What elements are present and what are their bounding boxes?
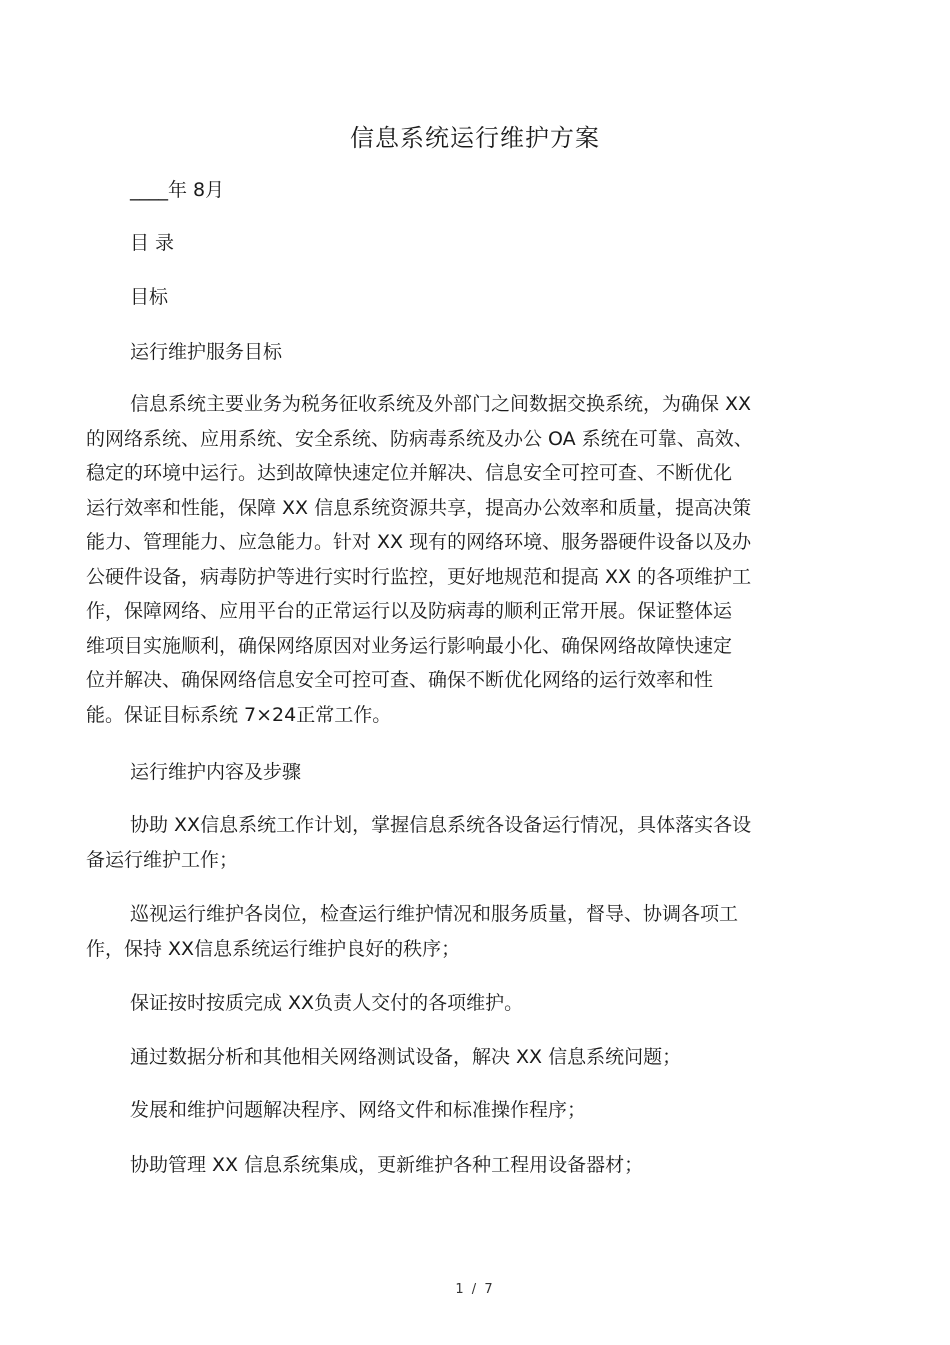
paragraph-line: 位并解决、确保网络信息安全可控可查、确保不断优化网络的运行效率和性 <box>86 669 714 691</box>
paragraph-line: 能力、管理能力、应急能力。针对 XX 现有的网络环境、服务器硬件设备以及办 <box>86 531 752 553</box>
paragraph-line: 运行效率和性能，保障 XX 信息系统资源共享，提高办公效率和质量，提高决策 <box>86 496 752 519</box>
document-title: 信息系统运行维护方案 <box>350 124 600 152</box>
step-paragraph-5: 发展和维护问题解决程序、网络文件和标准操作程序； <box>130 1099 587 1121</box>
paragraph-line: 能。保证目标系统 7×24正常工作。 <box>86 703 392 726</box>
goal-paragraph <box>86 387 866 732</box>
paragraph-line: 巡视运行维护各岗位，检查运行维护情况和服务质量，督导、协调各项工 <box>130 903 739 925</box>
page-number: 1 / 7 <box>455 1282 495 1297</box>
section-heading-service-goal: 运行维护服务目标 <box>130 341 283 363</box>
paragraph-line: 备运行维护工作； <box>86 848 239 871</box>
paragraph-line: 协助 XX信息系统工作计划，掌握信息系统各设备运行情况，具体落实各设 <box>130 814 752 836</box>
paragraph-line: 稳定的环境中运行。达到故障快速定位并解决、信息安全可控可查、不断优化 <box>86 462 733 484</box>
date-line: ____年 8月 <box>130 179 225 201</box>
paragraph-line: 的网络系统、应用系统、安全系统、防病毒系统及办公 OA 系统在可靠、高效、 <box>86 427 753 450</box>
paragraph-line: 公硬件设备，病毒防护等进行实时行监控，更好地规范和提高 XX 的各项维护工 <box>86 565 752 588</box>
step-paragraph-4: 通过数据分析和其他相关网络测试设备，解决 XX 信息系统问题； <box>130 1046 682 1068</box>
toc-heading: 目 录 <box>130 232 175 254</box>
paragraph-line: 作，保持 XX信息系统运行维护良好的秩序； <box>86 937 461 960</box>
paragraph-line: 作，保障网络、应用平台的正常运行以及防病毒的顺利正常开展。保证整体运 <box>86 600 733 622</box>
step-paragraph-1 <box>86 808 866 877</box>
step-paragraph-2 <box>86 897 866 966</box>
section-heading-goal: 目标 <box>130 286 169 308</box>
paragraph-line: 维项目实施顺利，确保网络原因对业务运行影响最小化、确保网络故障快速定 <box>86 634 733 657</box>
paragraph-line: 信息系统主要业务为税务征收系统及外部门之间数据交换系统，为确保 XX <box>130 393 752 415</box>
step-paragraph-3: 保证按时按质完成 XX负责人交付的各项维护。 <box>130 992 524 1014</box>
step-paragraph-6: 协助管理 XX 信息系统集成，更新维护各种工程用设备器材； <box>130 1154 644 1176</box>
section-heading-content-steps: 运行维护内容及步骤 <box>130 761 302 783</box>
